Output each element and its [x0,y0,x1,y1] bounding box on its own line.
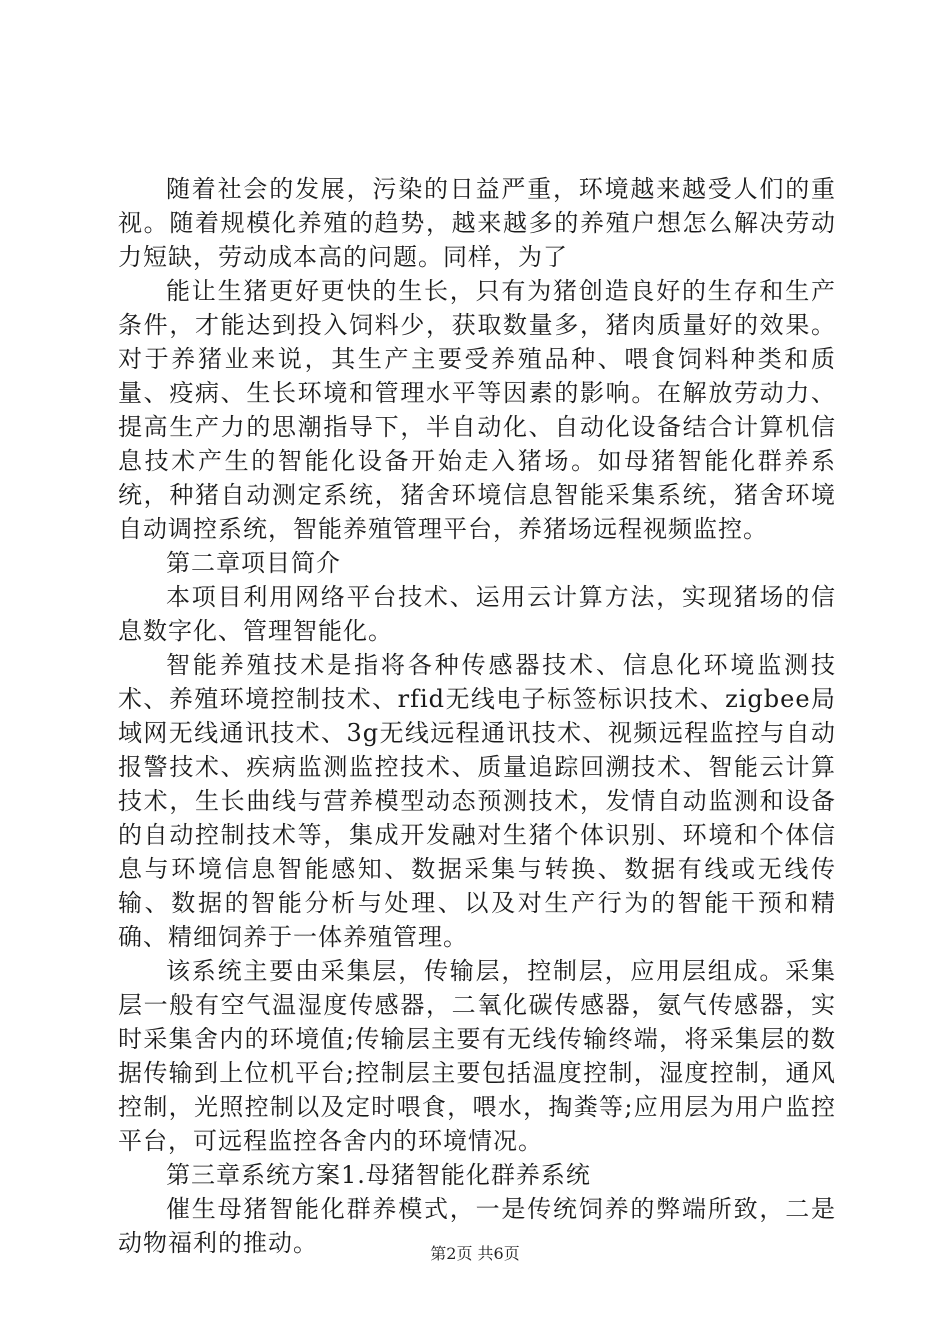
paragraph-technology: 智能养殖技术是指将各种传感器技术、信息化环境监测技术、养殖环境控制技术、rfid无线电子标签标识技术、zigbee局域网无线通讯技术、3g无线远程通讯技术、视频远程监控与自动报警技术、疾病监测监控技术、质量追踪回溯技术、智能云计算技术，生长曲线与营养模型动态预测技术，发情自动监测和设备的自动控制技术等，集成开发融对生猪个体识别、环境和个体信息与环境信息智能感知、数据采集与转换、数据有线或无线传输、数据的智能分析与处理、以及对生产行为的智能干预和精确、精细饲养于一体养殖管理。 [118,651,836,951]
page-number-footer: 第2页 共6页 [430,1244,520,1263]
paragraph-intro: 随着社会的发展，污染的日益严重，环境越来越受人们的重视。随着规模化养殖的趋势，越来越多的养殖户想怎么解决劳动力短缺，劳动成本高的问题。同样，为了 [118,175,836,271]
document-body [118,172,836,1260]
paragraph-conditions: 能让生猪更好更快的生长，只有为猪创造良好的生存和生产条件，才能达到投入饲料少，获取数量多，猪肉质量好的效果。对于养猪业来说，其生产主要受养殖品种、喂食饲料种类和质量、疫病、生长环境和管理水平等因素的影响。在解放劳动力、提高生产力的思潮指导下，半自动化、自动化设备结合计算机信息技术产生的智能化设备开始走入猪场。如母猪智能化群养系统，种猪自动测定系统，猪舍环境信息智能采集系统，猪舍环境自动调控系统，智能养殖管理平台，养猪场远程视频监控。 [118,277,836,543]
chapter-heading-2: 第二章项目简介 [166,549,341,577]
paragraph-project: 本项目利用网络平台技术、运用云计算方法，实现猪场的信息数字化、管理智能化。 [118,583,836,645]
paragraph-group-housing: 催生母猪智能化群养模式，一是传统饲养的弊端所致，二是动物福利的推动。 [118,1195,836,1257]
paragraph-system-layers: 该系统主要由采集层，传输层，控制层，应用层组成。采集层一般有空气温湿度传感器，二氧化碳传感器，氨气传感器，实时采集舍内的环境值;传输层主要有无线传输终端，将采集层的数据传输到上位机平台;控制层主要包括温度控制，湿度控制，通风控制，光照控制以及定时喂食，喂水，掏粪等;应用层为用户监控平台，可远程监控各舍内的环境情况。 [118,957,836,1155]
chapter-heading-3: 第三章系统方案1.母猪智能化群养系统 [166,1161,591,1189]
